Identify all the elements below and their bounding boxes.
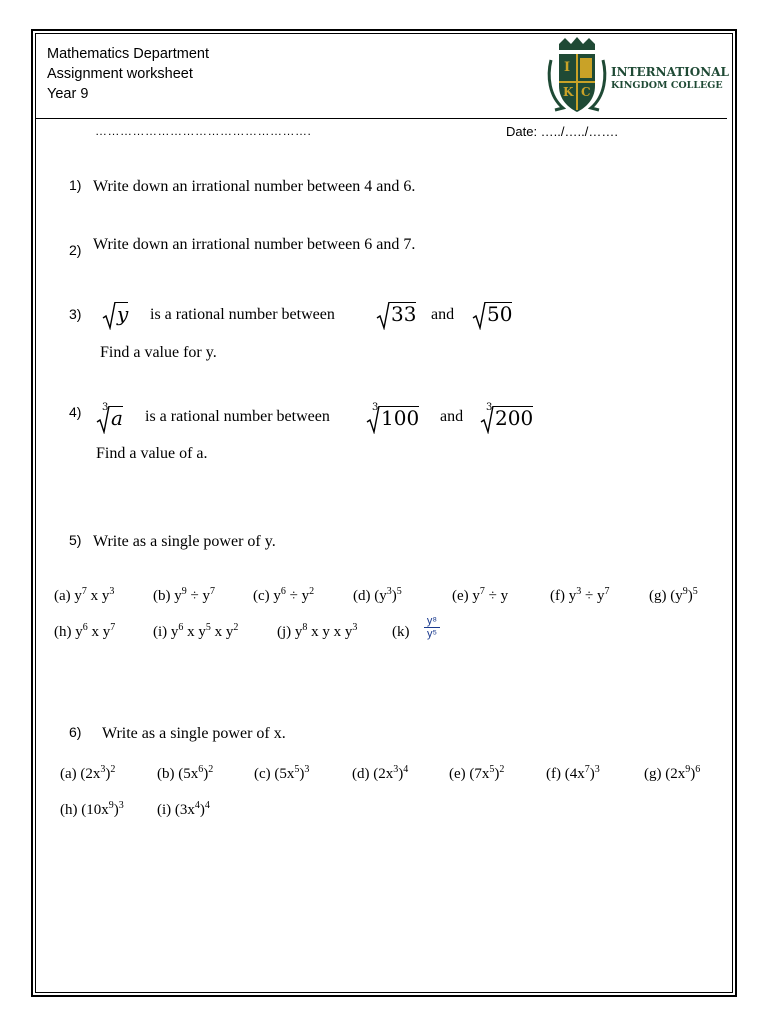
q5-part-b: (b) $y^9 \div y^7$ — [153, 586, 215, 604]
q4-find: Find a value of a. — [96, 445, 208, 462]
q5-part-f: (f) $y^3 \div y^7$ — [550, 586, 610, 604]
q1-number: 1) — [69, 177, 82, 193]
q6-part-b: (b) $(5x^6)^2$ — [157, 764, 214, 782]
q3-sqrt-33 — [376, 300, 426, 330]
radical-sign-icon — [102, 302, 116, 330]
q4-cbrt-200 — [480, 402, 540, 434]
q4-and: and — [440, 408, 464, 425]
q5-part-k-label: (k) — [392, 624, 410, 640]
shield-letter-i: I — [564, 60, 571, 75]
q5-part-k-fraction — [424, 615, 440, 640]
q5-part-g: (g) $(y^9)^5$ — [649, 586, 698, 604]
q4-radicand-100: 100 — [381, 406, 420, 430]
q5-part-d: (d) $(y^3)^5$ — [353, 586, 402, 604]
q4-number: 4) — [69, 404, 82, 420]
q6-row2 — [60, 802, 730, 824]
shield-letter-k: K — [563, 85, 574, 99]
q4-index: 3 — [102, 402, 109, 413]
radical-sign-icon — [366, 406, 380, 434]
radical-sign-icon — [96, 406, 110, 434]
date-field: Date: …../…../……. — [506, 124, 618, 139]
header-divider — [35, 118, 727, 119]
q4-cbrt-100 — [366, 402, 426, 434]
shield-letter-c: C — [581, 85, 591, 99]
q5-part-e: (e) $y^7 \div y$ — [452, 586, 509, 604]
radical-sign-icon — [480, 406, 494, 434]
q3-number: 3) — [69, 306, 82, 322]
q6-part-f: (f) $(4x^7)^3$ — [546, 764, 600, 782]
q6-part-a: (a) $(2x^3)^2$ — [60, 764, 116, 782]
radical-sign-icon — [472, 302, 486, 330]
q5-part-c: (c) $y^6 \div y^2$ — [253, 586, 315, 604]
logo-name-line2: KINGDOM COLLEGE — [611, 80, 723, 91]
q5-row2 — [54, 624, 734, 646]
q5-text: Write as a single power of y. — [93, 533, 276, 550]
q3-sqrt-50 — [472, 300, 522, 330]
department-title: Mathematics Department — [47, 46, 209, 62]
q4-index-200: 3 — [486, 402, 493, 413]
q6-part-e: (e) $(7x^5)^2$ — [449, 764, 505, 782]
q3-text: is a rational number between — [150, 306, 335, 323]
q2-text: Write down an irrational number between 6 and 7. — [93, 236, 416, 253]
q5-part-j: (j) $y^8$ x y x $y^3$ — [277, 622, 358, 640]
q6-part-g: (g) $(2x^9)^6$ — [644, 764, 701, 782]
q1-text: Write down an irrational number between 4 and 6. — [93, 178, 416, 195]
q3-sqrt-y — [102, 300, 142, 330]
q5-row1 — [54, 588, 734, 610]
q4-text: is a rational number between — [145, 408, 330, 425]
q4-index-100: 3 — [372, 402, 379, 413]
q6-part-h: (h) $(10x^9)^3$ — [60, 800, 124, 818]
q6-row1 — [60, 766, 730, 788]
q4-radicand-a: a — [111, 406, 123, 430]
q6-part-d: (d) $(2x^3)^4$ — [352, 764, 409, 782]
q6-text: Write as a single power of x. — [102, 725, 286, 742]
q6-part-i: (i) $(3x^4)^4$ — [157, 800, 210, 818]
q2-number: 2) — [69, 242, 82, 258]
q5-k-denominator: y⁵ — [426, 628, 438, 640]
q5-number: 5) — [69, 532, 82, 548]
q5-part-h: (h) $y^6$ x $y^7$ — [54, 622, 116, 640]
q3-and: and — [431, 306, 455, 323]
worksheet-title: Assignment worksheet — [47, 66, 193, 82]
logo-name-line1: INTERNATIONAL — [611, 65, 729, 79]
q4-cbrt-a — [96, 402, 136, 434]
q5-part-i: (i) $y^6$ x $y^5$ x $y^2$ — [153, 622, 239, 640]
crest-icon — [545, 36, 609, 118]
q6-number: 6) — [69, 724, 82, 740]
page-border-inner — [35, 33, 733, 993]
q3-radicand-50: 50 — [487, 302, 513, 326]
q6-part-c: (c) $(5x^5)^3$ — [254, 764, 310, 782]
q3-find: Find a value for y. — [100, 344, 217, 361]
q5-part-a: (a) $y^7$ x $y^3$ — [54, 586, 115, 604]
q5-k-numerator: y⁸ — [424, 615, 440, 628]
q3-radicand-y: y — [117, 302, 129, 326]
college-logo — [545, 36, 729, 118]
q4-radicand-200: 200 — [495, 406, 534, 430]
year-level: Year 9 — [47, 86, 89, 102]
q3-radicand-33: 33 — [391, 302, 417, 326]
radical-sign-icon — [376, 302, 390, 330]
name-line: ……………………………………………. — [95, 124, 312, 138]
